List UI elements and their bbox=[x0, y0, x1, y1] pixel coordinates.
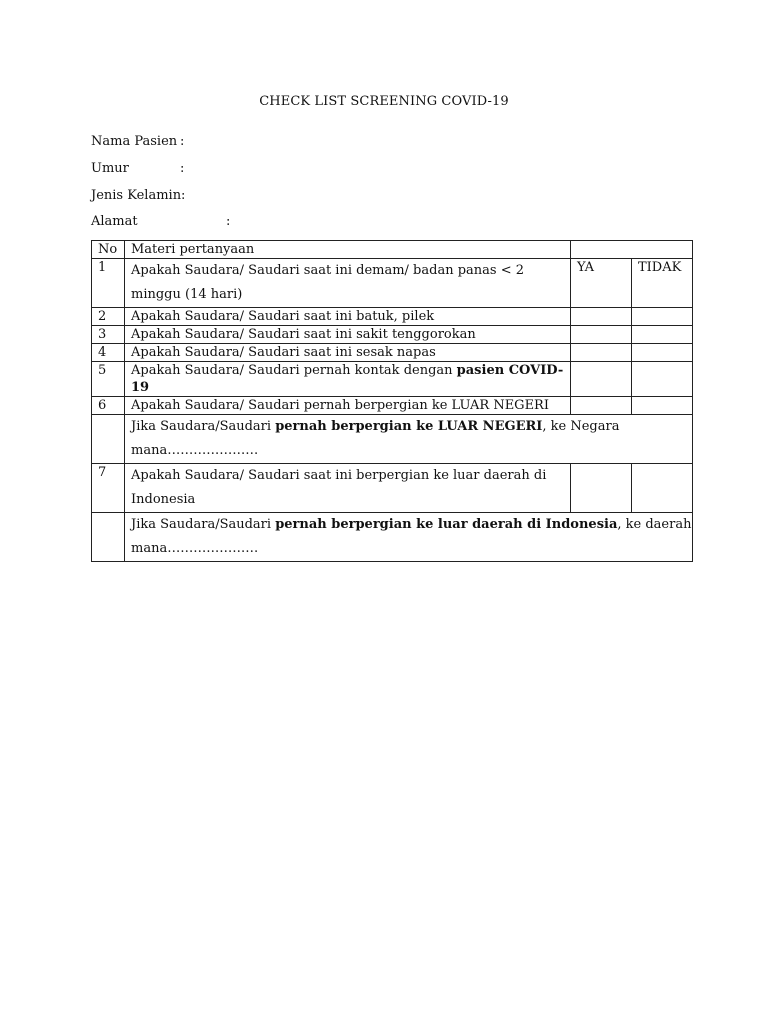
followup-emphasis: pernah berpergian ke LUAR NEGERI bbox=[275, 419, 543, 434]
followup-text: Jika Saudara/Saudari bbox=[131, 517, 276, 532]
row-question: Apakah Saudara/ Saudari pernah berpergian ke LUAR NEGERI bbox=[125, 397, 571, 415]
answer-ya-cell[interactable]: YA bbox=[571, 259, 632, 308]
answer-ya-cell[interactable] bbox=[571, 397, 632, 415]
answer-ya-cell[interactable] bbox=[571, 308, 632, 326]
row-number: 7 bbox=[92, 464, 125, 513]
field-colon: : bbox=[180, 134, 185, 149]
row-number: 5 bbox=[92, 362, 125, 397]
followup-suffix: , ke Negara mana………………… bbox=[131, 419, 620, 458]
row-question bbox=[125, 362, 571, 397]
field-umur bbox=[91, 161, 185, 176]
table-row bbox=[92, 344, 693, 362]
row-question: Apakah Saudara/ Saudari saat ini demam/ badan panas < 2 minggu (14 hari) bbox=[125, 259, 571, 308]
followup-question[interactable] bbox=[125, 415, 693, 464]
answer-tidak-cell[interactable] bbox=[632, 344, 693, 362]
answer-tidak-cell[interactable] bbox=[632, 326, 693, 344]
row-number bbox=[92, 513, 125, 562]
field-label: Nama Pasien bbox=[91, 134, 178, 149]
table-row bbox=[92, 308, 693, 326]
row-number: 6 bbox=[92, 397, 125, 415]
answer-tidak-cell[interactable]: TIDAK bbox=[632, 259, 693, 308]
field-colon: : bbox=[181, 188, 186, 203]
row-number bbox=[92, 415, 125, 464]
field-label: Umur bbox=[91, 161, 129, 176]
table-row bbox=[92, 362, 693, 397]
answer-ya-cell[interactable] bbox=[571, 362, 632, 397]
field-jenis-kelamin bbox=[91, 188, 186, 203]
table-row-followup bbox=[92, 513, 693, 562]
followup-question[interactable] bbox=[125, 513, 693, 562]
table-header-row bbox=[92, 241, 693, 259]
row-question: Apakah Saudara/ Saudari saat ini berpergian ke luar daerah di Indonesia bbox=[125, 464, 571, 513]
field-colon: : bbox=[226, 214, 231, 229]
field-label: Jenis Kelamin bbox=[91, 188, 182, 203]
field-nama-pasien bbox=[91, 134, 185, 149]
row-question: Apakah Saudara/ Saudari saat ini sakit tenggorokan bbox=[125, 326, 571, 344]
field-colon: : bbox=[180, 161, 185, 176]
header-answer bbox=[571, 241, 693, 259]
followup-emphasis: pernah berpergian ke luar daerah di Indonesia bbox=[275, 517, 618, 532]
table-row-followup bbox=[92, 415, 693, 464]
followup-suffix: , ke daerah mana………………… bbox=[131, 517, 692, 556]
question-text: Apakah Saudara/ Saudari pernah kontak dengan bbox=[131, 363, 457, 378]
document-title: CHECK LIST SCREENING COVID-19 bbox=[259, 94, 509, 109]
table-row bbox=[92, 464, 693, 513]
screening-table bbox=[91, 240, 693, 562]
question-emphasis: pasien COVID-19 bbox=[131, 363, 564, 395]
header-no: No bbox=[92, 241, 125, 259]
row-number: 3 bbox=[92, 326, 125, 344]
answer-tidak-cell[interactable] bbox=[632, 397, 693, 415]
answer-ya-cell[interactable] bbox=[571, 464, 632, 513]
table-row bbox=[92, 326, 693, 344]
answer-ya-cell[interactable] bbox=[571, 344, 632, 362]
row-number: 4 bbox=[92, 344, 125, 362]
answer-ya-cell[interactable] bbox=[571, 326, 632, 344]
field-label: Alamat bbox=[91, 214, 138, 229]
row-number: 1 bbox=[92, 259, 125, 308]
answer-tidak-cell[interactable] bbox=[632, 464, 693, 513]
row-question: Apakah Saudara/ Saudari saat ini sesak napas bbox=[125, 344, 571, 362]
answer-tidak-cell[interactable] bbox=[632, 362, 693, 397]
table-row bbox=[92, 397, 693, 415]
row-question: Apakah Saudara/ Saudari saat ini batuk, pilek bbox=[125, 308, 571, 326]
field-alamat bbox=[91, 214, 231, 229]
row-number: 2 bbox=[92, 308, 125, 326]
followup-text: Jika Saudara/Saudari bbox=[131, 419, 276, 434]
header-question: Materi pertanyaan bbox=[125, 241, 571, 259]
table-row bbox=[92, 259, 693, 308]
answer-tidak-cell[interactable] bbox=[632, 308, 693, 326]
